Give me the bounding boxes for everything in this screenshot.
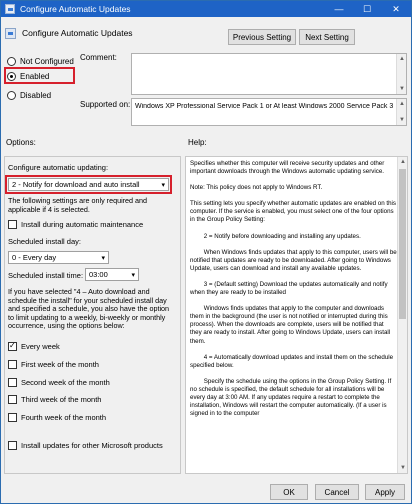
radio-disabled-label: Disabled bbox=[20, 90, 52, 100]
help-paragraph: Specify the schedule using the options in the Group Policy Setting. If no schedule is specified, the default schedule for all installations will be every day at 3:00 AM. If any updates require a restart to complete the installation, Windows will restart the computer automatically. (If a user is signed in to the computer bbox=[190, 377, 393, 418]
comment-label: Comment: bbox=[80, 53, 117, 62]
install-time-select[interactable] bbox=[85, 268, 139, 281]
supported-on-value: Windows XP Professional Service Pack 1 or At least Windows 2000 Service Pack 3 bbox=[135, 103, 393, 110]
help-paragraph: This setting lets you specify whether automatic updates are enabled on this computer. If the service is enabled, you must select one of the four options in the Group Policy Setting: bbox=[190, 200, 397, 224]
help-paragraph: When Windows finds updates that apply to this computer, users will be notified that updates are ready to be downloaded. After going to Windows Update, users can download and install any available updates. bbox=[190, 248, 397, 272]
help-paragraph: 3 = (Default setting) Download the updates automatically and notify when they are ready to be installed bbox=[190, 280, 390, 297]
apply-button[interactable]: Apply bbox=[365, 484, 405, 500]
supported-scrollbar[interactable] bbox=[396, 99, 406, 125]
radio-disabled[interactable] bbox=[7, 89, 51, 101]
options-label: Options: bbox=[6, 138, 36, 147]
help-panel bbox=[185, 156, 408, 474]
next-setting-button[interactable]: Next Setting bbox=[299, 29, 355, 45]
window-title: Configure Automatic Updates bbox=[20, 4, 131, 14]
week-first-box[interactable] bbox=[8, 360, 17, 369]
radio-enabled-label: Enabled bbox=[20, 71, 50, 81]
week-fourth-label: Fourth week of the month bbox=[21, 413, 107, 422]
help-scroll-thumb[interactable] bbox=[399, 169, 406, 319]
scroll-up-icon[interactable]: ▲ bbox=[399, 101, 405, 107]
highlight-configure-box bbox=[5, 175, 172, 194]
week-second-checkbox[interactable] bbox=[8, 377, 110, 388]
install-day-select[interactable] bbox=[8, 251, 109, 264]
week-every-box[interactable] bbox=[8, 342, 17, 351]
supported-on-box bbox=[131, 98, 407, 126]
radio-not-configured-control[interactable] bbox=[7, 57, 16, 66]
policy-app-icon bbox=[5, 4, 15, 14]
radio-not-configured-label: Not Configured bbox=[20, 56, 74, 66]
chevron-down-icon[interactable]: ▾ bbox=[161, 181, 165, 189]
help-text bbox=[190, 160, 397, 426]
week-third-label: Third week of the month bbox=[21, 395, 102, 404]
comment-textarea[interactable] bbox=[131, 53, 407, 95]
schedule-note: If you have selected "4 – Auto download and schedule the install" for your scheduled install day and specified a schedule, you also have the option to limit updating to a weekly, bi-weekly or monthly occurrence, using the options below: bbox=[8, 287, 170, 331]
week-third-box[interactable] bbox=[8, 395, 17, 404]
week-fourth-checkbox[interactable] bbox=[8, 412, 106, 423]
radio-disabled-control[interactable] bbox=[7, 91, 16, 100]
help-paragraph: Note: This policy does not apply to Windows RT. bbox=[190, 184, 323, 192]
install-day-value: 0 - Every day bbox=[12, 253, 57, 262]
week-first-label: First week of the month bbox=[21, 360, 99, 369]
previous-setting-button[interactable]: Previous Setting bbox=[228, 29, 296, 45]
install-maintenance-checkbox[interactable] bbox=[8, 219, 143, 230]
scroll-down-icon[interactable]: ▼ bbox=[399, 117, 405, 123]
other-products-box[interactable] bbox=[8, 441, 17, 450]
ok-button[interactable]: OK bbox=[270, 484, 308, 500]
help-paragraph: Specifies whether this computer will receive security updates and other important downloads through the Windows automatic updating service. bbox=[190, 160, 385, 176]
supported-on-label: Supported on: bbox=[80, 100, 131, 109]
maximize-icon[interactable]: ☐ bbox=[362, 3, 372, 14]
minimize-icon[interactable]: — bbox=[334, 4, 344, 14]
scroll-down-icon[interactable]: ▼ bbox=[399, 86, 405, 92]
radio-not-configured[interactable] bbox=[7, 55, 74, 67]
configure-updating-label: Configure automatic updating: bbox=[8, 163, 109, 172]
close-icon[interactable]: ✕ bbox=[392, 3, 400, 14]
options-panel bbox=[4, 156, 181, 474]
install-time-value: 03:00 bbox=[89, 270, 108, 279]
policy-setting-icon bbox=[5, 28, 16, 39]
week-third-checkbox[interactable] bbox=[8, 394, 101, 405]
install-day-label: Scheduled install day: bbox=[8, 237, 81, 246]
window-controls bbox=[325, 1, 411, 17]
week-every-checkbox[interactable] bbox=[8, 341, 60, 352]
week-first-checkbox[interactable] bbox=[8, 359, 99, 370]
chevron-down-icon[interactable]: ▾ bbox=[131, 271, 135, 279]
cancel-button[interactable]: Cancel bbox=[315, 484, 359, 500]
help-label: Help: bbox=[188, 138, 207, 147]
help-paragraph: 4 = Automatically download updates and install them on the schedule specified below. bbox=[190, 353, 395, 369]
help-scrollbar[interactable] bbox=[397, 157, 407, 473]
install-maintenance-box[interactable] bbox=[8, 220, 17, 229]
settings-note: The following settings are only required and applicable if 4 is selected. bbox=[8, 196, 148, 214]
week-fourth-box[interactable] bbox=[8, 413, 17, 422]
install-maintenance-label: Install during automatic maintenance bbox=[21, 220, 144, 229]
policy-name: Configure Automatic Updates bbox=[22, 28, 133, 38]
help-paragraph: 2 = Notify before downloading and installing any updates. bbox=[190, 232, 361, 240]
help-paragraph: Windows finds updates that apply to the computer and downloads them in the background (the user is not notified or interrupted during this process). When the downloads are complete, users will be notified that they are ready to install. After going to Windows Update, users can install them. bbox=[190, 305, 392, 345]
scroll-up-icon[interactable]: ▲ bbox=[400, 159, 406, 165]
highlight-enabled-box bbox=[4, 67, 75, 84]
configure-updating-value: 2 - Notify for download and auto install bbox=[12, 180, 140, 189]
title-bar[interactable] bbox=[1, 1, 411, 17]
scroll-up-icon[interactable]: ▲ bbox=[399, 56, 405, 62]
comment-scrollbar[interactable] bbox=[396, 54, 406, 94]
week-second-box[interactable] bbox=[8, 378, 17, 387]
other-products-checkbox[interactable] bbox=[8, 440, 163, 451]
week-every-label: Every week bbox=[21, 342, 60, 351]
chevron-down-icon[interactable]: ▾ bbox=[101, 254, 105, 262]
other-products-label: Install updates for other Microsoft products bbox=[21, 441, 163, 450]
scroll-down-icon[interactable]: ▼ bbox=[400, 465, 406, 471]
week-second-label: Second week of the month bbox=[21, 378, 110, 387]
install-time-label: Scheduled install time: bbox=[8, 271, 84, 280]
